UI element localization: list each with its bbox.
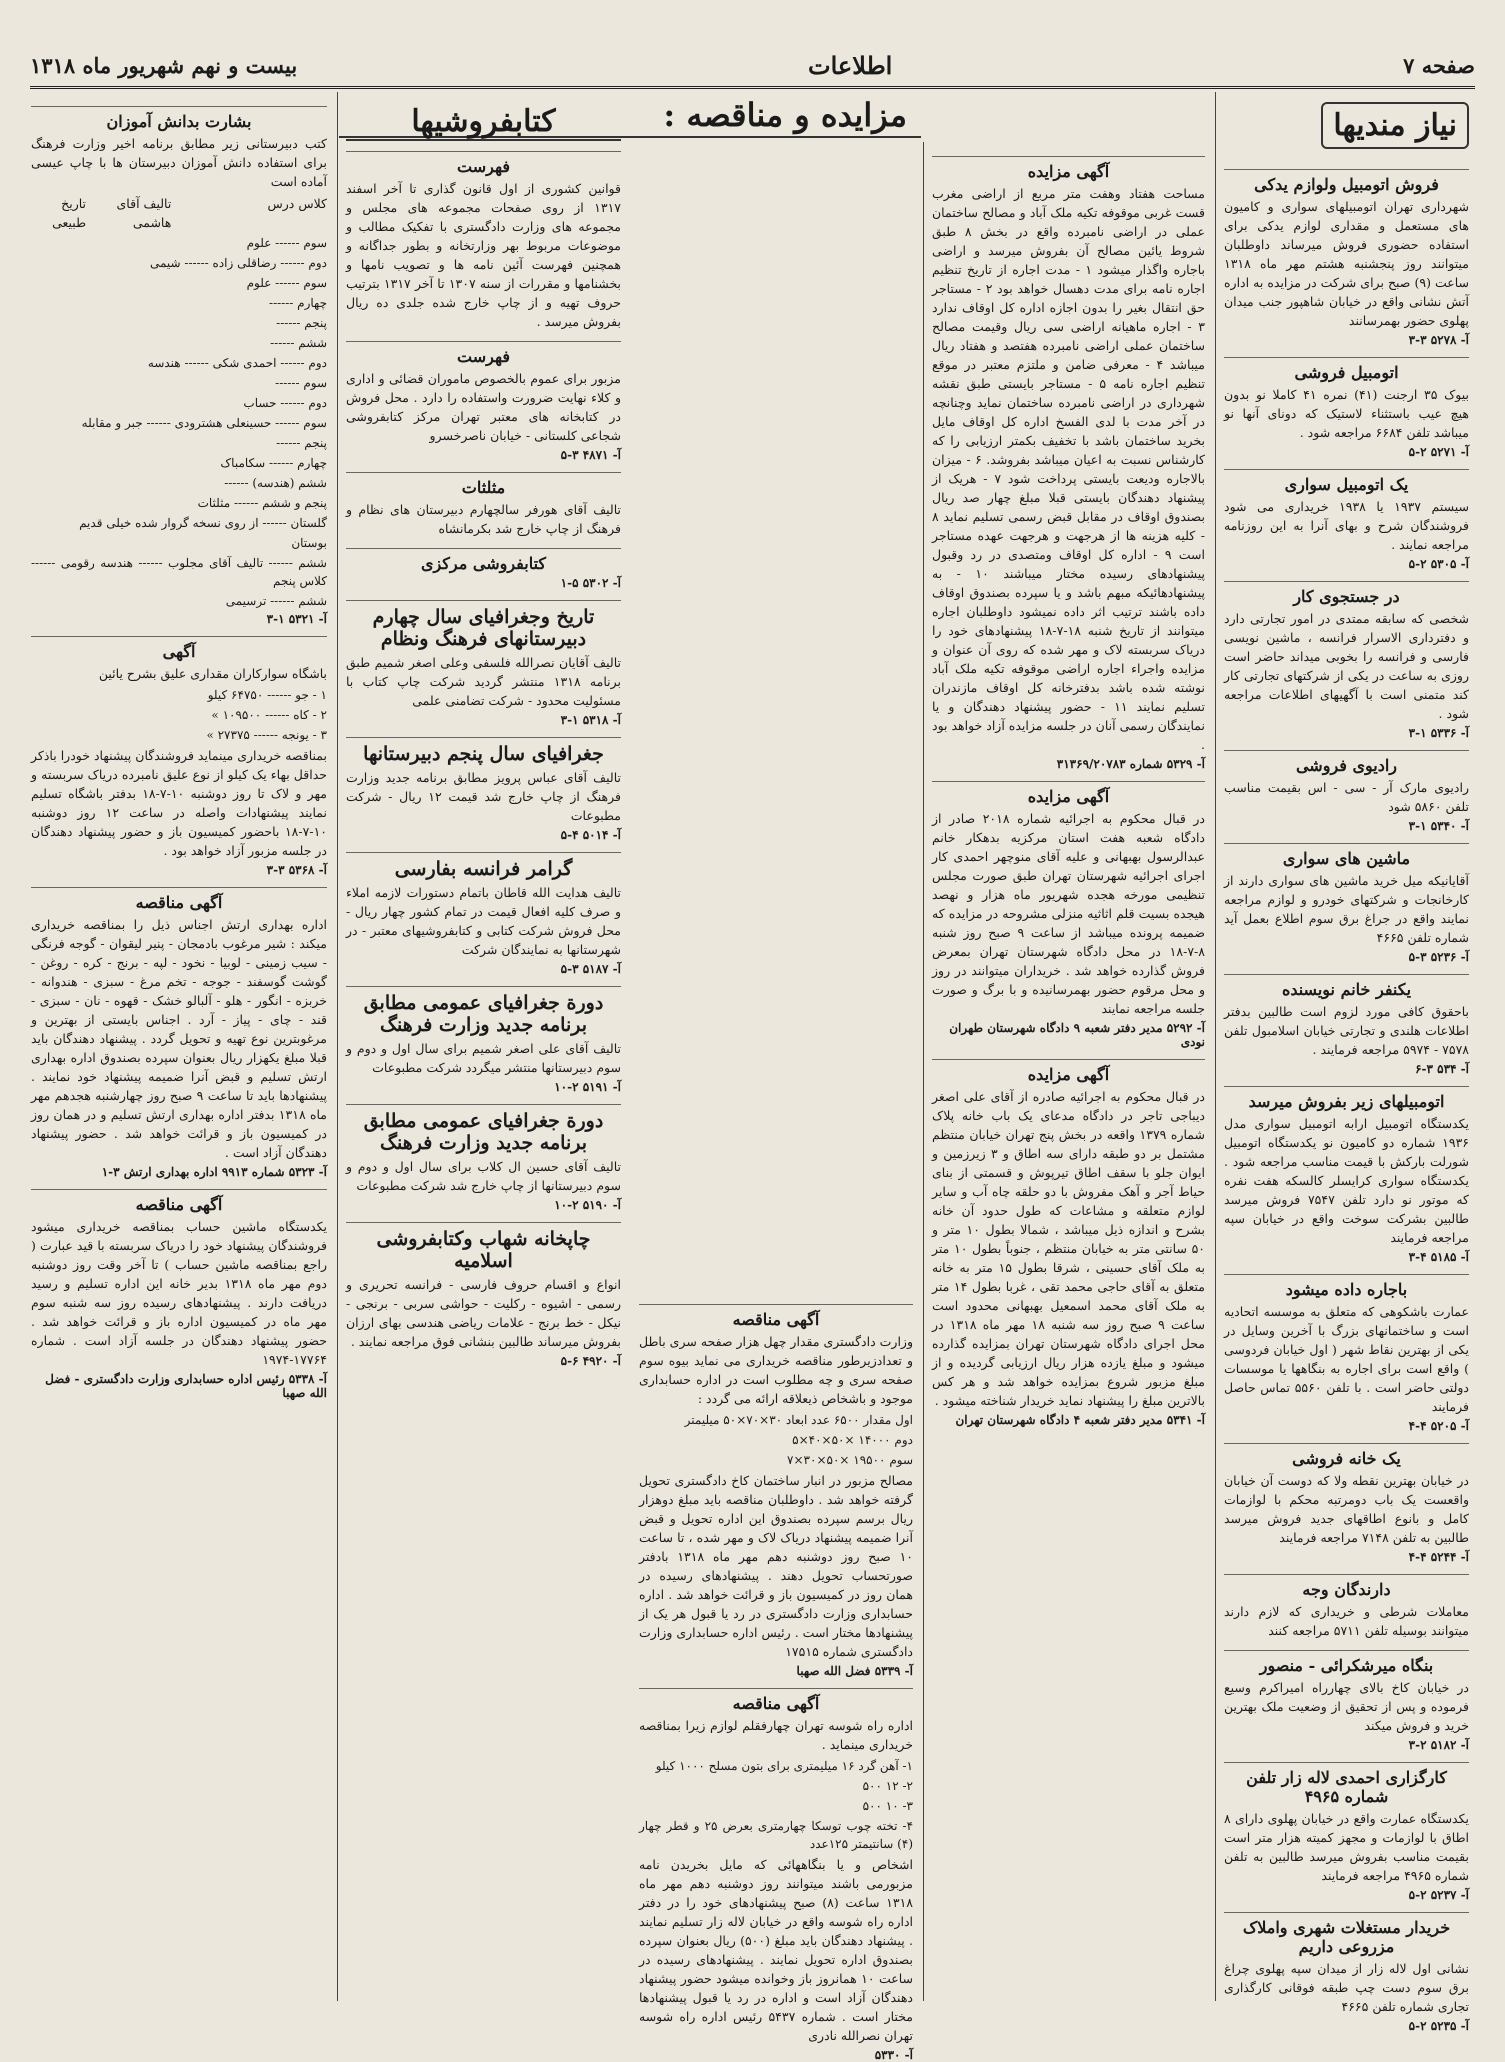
ad-body-continued: بمناقصه خریداری مینماید فروشندگان پیشنهاد خودرا باذکر حداقل بهاء یک کیلو از نوع علیق نامبرده دریاک سربسته و مهر و لاک تا روز دوشنبه ۱۰-۷-۱۸ بدفتر باشگاه تسلیم نمایند پیشنهادات واصله در ساعت ۱۲ روز دوشنبه ۱۰-۷-۱۸ باحضور کمیسیون باز و حضور پیشنهاد دهندگان در جلسه مزبور آزاد خواهد بود . xyxy=(31,748,327,858)
list-item: پنجم و ششم ------ مثلثات xyxy=(197,496,327,510)
ad-body: رادیوی مارک آر - سی - اس بقیمت مناسب تلفن ۵۸۶۰ شود xyxy=(1224,780,1469,814)
ad-heading: بنگاه میرشکرائی - منصور xyxy=(1224,1650,1469,1675)
table-header-cell: تاریخ طبیعی xyxy=(52,196,87,230)
ad-heading: آگهی مزایده xyxy=(932,1059,1205,1084)
ad-heading: دارندگان وجه xyxy=(1224,1574,1469,1599)
ad-body: آقایانیکه میل خرید ماشین های سواری دارند از کارخانجات و شرکتهای خودرو و لوازم مراجعه نمایند واقع در جراغ برق سوم اطلاع بعمل آید شماره تلفن ۴۶۶۵ xyxy=(1224,873,1469,945)
table-header-cell: تالیف آقای هاشمی xyxy=(116,196,172,230)
ad-body: بیوک ۳۵ ارجنت (۴۱) نمره ۴۱ کاملا نو بدون هیچ عیب باستثناء لاستیک که دونای آنها نو میباشد تلفن ۶۶۸۴ مراجعه شود . xyxy=(1224,387,1470,440)
table-header-cell: کلاس درس xyxy=(267,196,327,211)
ad-code: آ- ۵۲۳۶ ۳-۵ xyxy=(1408,950,1469,964)
list-item: ۴- تخته چوب توسکا چهارمتری بعرض ۲۵ و قطر چهار (۴) سانتیمتر ۱۲۵عدد xyxy=(639,1819,914,1851)
ad-heading: رادیوی فروشی xyxy=(1224,750,1469,775)
list-item: ششم ------ ترسیمی xyxy=(225,594,327,608)
ad-code: آ- ۵۲۳۵ ۲-۵ xyxy=(1408,2019,1469,2033)
ad-body-continued: مصالح مزبور در انبار ساختمان کاخ دادگستری تحویل گرفته خواهد شد . داوطلبان مناقصه باید مبلغ دوهزار ریال برسم سپرده بصندوق این اداره تحویل و قبض آنرا ضمیمه پیشنهاد دریاک لاک و مهر شده ، تا ساعت ۱۰ صبح روز دوشنبه دهم مهر ماه ۱۳۱۸ بادفتر صورتحساب تحویل دهند . پیشنهادهای رسیده در همان روز در کمیسیون باز و قرائت خواهد شد . اداره حسابداری وزارت دادگستری در رد یا قبول هر یک از پیشنهادها مختار است . رئیس اداره حسابداری وزارت دادگستری شماره ۱۷۵۱۵ xyxy=(639,1473,913,1659)
bookshops-column xyxy=(337,92,629,2001)
ad-code: آ- ۵۰۱۴ ۴-۵ xyxy=(560,828,621,842)
list-item: چهارم ------ xyxy=(269,296,327,310)
ad-body: تالیف آقای علی اصغر شمیم برای سال اول و دوم و سوم دبیرستانها منتشر میگردد شرکت مطبوعات xyxy=(346,1041,621,1075)
ad-code: آ- ۵۱۸۷ ۳-۵ xyxy=(560,962,621,976)
list-item: ششم ------ تالیف آقای مجلوب ------ هندسه رقومی ------ کلاس پنجم xyxy=(31,556,327,588)
list-item: ۳ - یونجه ------ ۲۷۳۷۵ » xyxy=(206,728,327,742)
list-item: ۱- آهن گرد ۱۶ میلیمتری برای بتون مسلح ۱۰۰۰ کیلو xyxy=(655,1759,913,1773)
list-item: ۱ - جو ------ ۶۴۷۵۰ کیلو xyxy=(207,688,327,702)
ad-heading: آگهی مناقصه xyxy=(639,1304,913,1329)
auctions-list xyxy=(932,156,1205,1427)
tenders-column xyxy=(631,1290,921,2062)
bookshops-title: کتابفروشیها xyxy=(346,104,621,141)
ad-heading: دورة جغرافیای عمومی مطابق برنامه جدید وزارت فرهنگ xyxy=(346,986,621,1036)
ad-body: کتب دبیرستانی زیر مطابق برنامه اخیر وزارت فرهنگ برای استفاده دانش آموزان دبیرستان ها با چاپ عیسی آماده است xyxy=(31,136,327,189)
ad-body: در قبال محکوم به اجرائیه صادره از آقای علی اصغر دیباجی تاجر در دادگاه مدعای یک باب خانه پلاک شماره ۱۳۷۹ واقعه در بخش پنج تهران خیابان منتظم مشتمل بر دو طبقه دارای سه اطاق و ۳ زیرزمین و ایوان جلو با سقف اطاق تیرپوش و قسمتی از بنای حیاط آجر و آهک مفروش با دو حلقه چاه آب و سایر لوازم متعلقه و مشاعات که طول حدود آن خانه بشرح و اندازه ذیل میباشد ، شمالا بطول ۱۰ متر و ۵۰ سانتی متر به خیابان منتظم ، جنوباً بطول ۱۰ متر به ملک آقای حسینی ، شرقا بطول ۱۵ متر به خانه متعلق به آقای حاجی محمد تقی ، غربا بطول ۱۴ متر به ملک آقای محمد اسمعیل بهبهانی محدود است ساعت ۹ صبح روز سه شنبه ۱۸ مهر ماه ۱۳۱۸ در محل اجرای دادگاه شهرستان تهران بمزایده گذارده میشود و مبلغ یازده هزار ریال ارزیابی گردیده و از مبلغ مزبور شروع بمزایده خواهد شد و هر کس بالاترین مبلغ را پیشنهاد نماید خریدار شناخته میشود . xyxy=(932,1089,1206,1408)
ad-body: وزارت دادگستری مقدار چهل هزار صفحه سری باطل و تعدادزیرطور مناقصه خریداری می نماید بیوه سوم صفحه سری و چه مطلوب است در اداره حسابداری موجود و باشخاص ذیعلاقه ارائه می گردد : xyxy=(639,1334,913,1406)
books-list xyxy=(346,600,621,1368)
ad-body: شخصی که سابقه ممتدی در امور تجارتی دارد و دفترداری الاسرار فرانسه ، ماشین نویسی فارسی و فرانسه را بخوبی میداند حاضر است روزی به ساعت در یکی از شرکتهای تجارتی کار کند متمنی است با آگهیهای اطلاعات مراجعه شود . xyxy=(1224,611,1469,721)
issue-date: بیست و نهم شهریور ماه ۱۳۱۸ xyxy=(30,52,298,78)
ad-code: آ- ۵۲۹۲ مدیر دفتر شعبه ۹ دادگاه شهرستان طهران نودی xyxy=(949,1021,1205,1049)
ad-body: تالیف آقای حسین ال کلاب برای سال اول و دوم و سوم دبیرستانها از چاپ خارج شد شرکت مطبوعات xyxy=(346,1159,621,1193)
ad-body: در خیابان بهترین نقطه ولا که دوست آن خیابان واقعست یک باب دومرتبه محکم با لوازمات کامل و بانوع اطاقهای جدید فروش میرسد طالبین به تلفن ۷۱۴۸ مراجعه فرمایند xyxy=(1224,1473,1469,1545)
ad-code: آ- ۵۳۳۶ ۱-۳ xyxy=(1408,726,1469,740)
ad-code: آ- ۴۸۷۱ ۳-۵ xyxy=(560,448,621,462)
list-item: دوم ------ حساب xyxy=(243,396,327,410)
ad-body: تالیف هدایت الله قاطان باتمام دستورات لازمه املاء و صرف کلیه افعال قیمت در تمام کشور چهار ریال - محل فروش شرکت کتابی و کتابفروشیهای معتبر - در شهرستانها به نمایندگان شرکت xyxy=(346,885,621,957)
ad-heading: آگهی مزایده xyxy=(932,781,1205,806)
masthead xyxy=(30,44,1475,89)
ad-body: باشگاه سوارکاران مقداری علیق بشرح یائین xyxy=(98,666,327,681)
ad-heading: کارگزاری احمدی لاله زار تلفن شماره ۴۹۶۵ xyxy=(1224,1762,1469,1806)
table-header xyxy=(31,194,327,232)
ad-code: آ- ۵۳۲۳ شماره ۹۹۱۳ اداره بهداری ارتش ۳-۱ xyxy=(101,1165,327,1179)
list-item: سوم ------ xyxy=(275,376,327,390)
bookshops-list xyxy=(346,151,621,590)
ad-code: آ- ۵۳۲۹ شماره ۳۱۳۶۹/۲۰۷۸۳ xyxy=(1056,757,1205,771)
ad-code: آ- ۵۳۲۱ ۱-۳ xyxy=(266,612,327,626)
education-ads-column xyxy=(23,92,335,2001)
list-item: دوم ------ احمدی شکی ------ هندسه xyxy=(147,356,327,370)
ad-heading: در جستجوی کار xyxy=(1224,581,1469,606)
ad-heading: آگهی مناقصه xyxy=(639,1688,913,1713)
ad-body: عمارت باشکوهی که متعلق به موسسه اتحادیه است و ساختمانهای بزرگ با آخرین وسایل در یکی از بهترین نقاط شهر ( اول خیابان فردوسی ) واقع است برای اجاره به بنگاهها یا موسسات دولتی حاضر است . با تلفن ۵۵۶۰ تماس حاصل فرمایند xyxy=(1224,1304,1469,1414)
list-item: پنجم ------ xyxy=(276,436,327,450)
ad-heading: مثلثات xyxy=(346,472,621,497)
ad-body: تالیف آقای هورفر سالچهارم دبیرستان های نظام و فرهنگ از چاپ خارج شد بکرمانشاه xyxy=(346,502,621,536)
ad-code: آ- ۵۳۳۸ رئیس اداره حسابداری وزارت دادگستری - فضل الله صهبا xyxy=(45,1372,327,1400)
ad-body: یکدستگاه عمارت واقع در خیابان پهلوی دارای ۸ اطاق با لوازمات و مجهز کمیته هزار متر است بقیمت مناسب بفروش میرسد طالبین به تلفن شماره ۴۹۶۵ مراجعه فرمایند xyxy=(1224,1811,1469,1883)
ad-heading: ماشین های سواری xyxy=(1224,843,1469,868)
ad-code: آ- ۵۱۹۰ ۲-۱۰ xyxy=(554,1198,621,1212)
newspaper-name: اطلاعات xyxy=(808,50,893,80)
auctions-section-title: مزایده و مناقصه : xyxy=(339,92,921,138)
list-item: ششم (هندسه) ------ xyxy=(224,476,327,490)
ad-body: اداره بهداری ارتش اجناس ذیل را بمناقصه خریداری میکند : شیر مرغوب بادمجان - پنیر لیقوان - گوجه فرنگی - سیب زمینی - لوبیا - نخود - لپه - برنج - کره - روغن - گوشت گوسفند - جوجه - تخم مرغ - سبزی - هندوانه - خربزه - انگور - هلو - آلبالو خشک - قهوه - نان - سبزی - قند - چای - پیاز - آرد . اجناس بایستی از بهترین و مرغوبترین نوع تهیه و تحویل گردد . پیشنهاد دهندگان باید قبلا مبلغ یکهزار ریال بعنوان سپرده بصندوق اداره بهداری ارتش تسلیم و قبض آنرا ضمیمه پیشنهاد خود نمایند . پیشنهادها باید تا ساعت ۹ صبح روز چهارشنبه هجدهم مهر ماه ۱۳۱۸ بدفتر اداره بهداری ارتش تسلیم و در همان روز در کمیسیون باز و قرائت خواهد شد . حضور پیشنهاد دهندگان آزاد است . xyxy=(31,917,327,1160)
ad-body: در خیابان کاخ بالای چهارراه امیراکرم وسیع فرموده و پس از تحقیق از وضعیت ملک بهترین خرید و فروش میکند xyxy=(1224,1680,1469,1733)
ad-body: قوانین کشوری از اول قانون گذاری تا آخر اسفند ۱۳۱۷ از روی صفحات مجموعه های مجلس و مجموعه های وزارت دادگستری با تفکیک مطالب و موضوعات مربوط بهر وزارتخانه و بطور جداگانه و همچنین فهرست آئین نامه ها و تصویب نامها و بخشنامها و مقررات از سنه ۱۳۰۷ تا آخر ۱۳۱۷ بترتیب حروف تهیه و از چاپ خارج شده جلدی ده ریال بفروش میرسد . xyxy=(346,181,621,329)
ad-code: آ- ۵۳۴۰ ۱-۳ xyxy=(1408,819,1469,833)
ad-body: مزبور برای عموم بالخصوص ماموران قضائی و اداری و کلاء نهایت ضرورت واستفاده را دارد . محل فروش در کتابخانه های معتبر تهران مرکز کتابفروشی شجاعی کلستانی - خیابان ناصرخسرو xyxy=(346,371,621,443)
ad-heading: فروش اتومبیل ولوازم یدکی xyxy=(1224,169,1469,194)
classifieds-title: نیاز مندیها xyxy=(1321,102,1469,149)
ad-heading: بشارت بدانش آموزان xyxy=(31,106,327,131)
ad-code: آ- ۵۳۱۸ ۱-۳ xyxy=(560,713,621,727)
list-item: ۲ - کاه ------ ۱۰۹۵۰۰ » xyxy=(211,708,327,722)
list-item: سوم ------ علوم xyxy=(246,276,327,290)
tenders-list xyxy=(639,1304,913,2062)
list-item: گلستان ------ از روی نسخه گروار شده خیلی قدیم xyxy=(79,516,327,530)
ad-code: آ- ۴۹۲۰ ۶-۵ xyxy=(560,1354,621,1368)
list-item: سوم ------ حسینعلی هشترودی ------ جبر و مقابله xyxy=(81,416,327,430)
ad-heading: گرامر فرانسه بفارسی xyxy=(346,852,621,880)
list-item: ۲- ۱۲ ۵۰۰ xyxy=(862,1779,913,1793)
list-item: دوم ۱۴۰۰۰ ×۵۰×۴۰×۵ xyxy=(792,1433,913,1447)
ad-body: انواع و اقسام حروف فارسی - فرانسه تحریری و رسمی - اشیوه - رکلیت - حواشی سربی - برنجی - نیکل - خط برنج - علامات ریاضی هندسی بهای ارزان بفروش میرساند طالبین بنشانی فوق مراجعه نمایند . xyxy=(346,1277,621,1349)
ad-body: باحقوق کافی مورد لزوم است طالبین بدفتر اطلاعات هلندی و تجارتی خیابان اسلامبول تلفن ۷۵۷۸ - ۵۹۷۴ مراجعه فرمایند . xyxy=(1224,1004,1469,1057)
ad-heading: اتومبیلهای زیر بفروش میرسد xyxy=(1224,1086,1469,1111)
list-item: سوم ۱۹۵۰۰ ×۵۰×۳۰×۷ xyxy=(787,1453,913,1467)
ad-code: آ- ۵۱۹۱ ۲-۱۰ xyxy=(554,1080,621,1094)
classifieds-column xyxy=(1215,92,1477,2033)
ad-body: شهرداری تهران اتومبیلهای سواری و کامیون های مستعمل و مقداری لوازم یدکی برای استفاده حضوری فروش میرساند داوطلبان میتوانند روز پنجشنبه هشتم مهر ماه ۱۳۱۸ ساعت (۹) صبح برای شرکت در مزایده به اداره آتش نشانی واقع در خیابان شاهپور جنب میدان پهلوی حضور بهمرسانند xyxy=(1224,199,1469,328)
ad-code: آ- ۵۳۳۰ xyxy=(874,2048,913,2062)
ad-heading: آگهی مزایده xyxy=(932,156,1205,181)
ad-heading: فهرست xyxy=(346,151,621,176)
ad-body: در قبال محکوم به اجرائیه شماره ۲۰۱۸ صادر از دادگاه شعبه هفت استان مرکزیه بدهکار خانم عبدالرسول بهبهانی و علیه آقای منوچهر احمدی کار اجرای اجرائیه شهرستان تهران طبق صورت مجلس تنظیمی مورخه هجده شهریور ماه هزار و نهصد هیجده بسیت قلم اثاثیه منزلی مشروحه در مزایده که ضمیمه پرونده میباشد از ساعت ۹ صبح روز شنبه ۸-۷-۱۸ در محل دادگاه شهرستان تهران بمعرض فروش گذارده خواهد شد . خریداران میتوانند در روز و محل مرقوم حضور بهمرسانیده و با برگ و صورت جلسه مراجعه نمایند xyxy=(932,811,1206,1016)
ad-heading: جغرافیای سال پنجم دبیرستانها xyxy=(346,737,621,765)
list-item: ۳- ۱۰ ۵۰۰ xyxy=(862,1799,913,1813)
ad-code: آ- ۵۲۰۵ ۴-۴ xyxy=(1408,1419,1469,1433)
ad-heading: آگهی مناقصه xyxy=(31,1189,327,1214)
ad-body: یکدستگاه اتومبیل ارابه اتومبیل سواری مدل ۱۹۳۶ شماره دو کامیون نو یکدستگاه اتومبیل شورلت بارکش با قیمت مناسب مراجعه شود . یکدستگاه سواری کرایسلر کالسکه هفت نفره که موتور نو دارد تلفن ۷۵۴۷ فروش میرسد طالبین بشرکت سوخت واقع در خیابان سپه مراجعه فرمایند xyxy=(1224,1116,1470,1245)
ad-heading: آگهی مناقصه xyxy=(31,887,327,912)
ad-body: تالیف آقایان نصرالله فلسفی وعلی اصغر شمیم طبق برنامه ۱۳۱۸ منتشر گردید شرکت چاپ کتاب با مسئولیت محدود - شرکت تضامنی علمی xyxy=(346,655,621,708)
ad-body: معاملات شرطی و خریداری که لازم دارند میتوانند بوسیله تلفن ۵۷۱۱ مراجعه کنند xyxy=(1224,1604,1469,1638)
ad-heading: یکنفر خانم نویسنده xyxy=(1224,974,1469,999)
page-number: صفحه ۷ xyxy=(1403,52,1475,78)
list-item: سوم ------ علوم xyxy=(246,236,327,250)
ad-heading: کتابفروشی مرکزی xyxy=(346,548,621,573)
ad-body: تالیف آقای عباس پرویز مطابق برنامه جدید وزارت فرهنگ از چاپ خارج شد قیمت ۱۲ ریال - شرکت مطبوعات xyxy=(346,770,621,823)
list-item: دوم ------ رضاقلی زاده ------ شیمی xyxy=(149,256,327,270)
ad-body: نشانی اول لاله زار از میدان سپه پهلوی چراغ برق سوم دست چپ طبقه فوقانی کارگذاری تجاری شماره تلفن ۴۶۶۵ xyxy=(1224,1961,1469,2014)
ad-code: آ- ۵۲۷۱ ۲-۵ xyxy=(1408,445,1469,459)
ad-code: آ- ۵۱۸۵ ۴-۳ xyxy=(1408,1250,1469,1264)
ad-heading: آگهی xyxy=(31,636,327,661)
list-item: پنجم ------ xyxy=(276,316,327,330)
ad-body: سیستم ۱۹۳۷ یا ۱۹۳۸ خریداری می شود فروشندگان شرح و بهای آنرا به این روزنامه مراجعه نمایند . xyxy=(1224,499,1469,552)
ad-code: آ- ۵۳۰۲ ۵-۱ xyxy=(560,576,621,590)
ad-body: یکدستگاه ماشین حساب بمناقصه خریداری میشود فروشندگان پیشنهاد خود را دریاک سربسته با قید عبارت ( راجع بمناقصه ماشین حساب ) تا آخر وقت روز دوشنبه دوم مهر ماه ۱۳۱۸ بدیر خانه این اداره تسلیم و رسید دریافت دارند . پیشنهادهای رسیده روز سه شنبه سوم مهر ماه در کمیسیون اداره باز و قرائت خواهد شد . حضور پیشنهاد دهندگان در جلسه آزاد است . شماره ۱۷۷۶۴-۱۹۷۴ xyxy=(31,1219,327,1367)
ad-heading: باجاره داده میشود xyxy=(1224,1274,1469,1299)
ad-body: اداره راه شوسه تهران چهارفقلم لوازم زیرا بمناقصه خریداری مینماید . xyxy=(639,1718,913,1752)
ad-heading: دورة جغرافیای عمومی مطابق برنامه جدید وزارت فرهنگ xyxy=(346,1104,621,1154)
ad-heading: یک خانه فروشی xyxy=(1224,1443,1469,1468)
ad-heading: اتومبیل فروشی xyxy=(1224,357,1469,382)
ad-code: آ- ۵۳۴۱ مدیر دفتر شعبه ۴ دادگاه شهرستان تهران xyxy=(955,1413,1205,1427)
auctions-column xyxy=(923,142,1213,2001)
ad-body: مساحت هفتاد وهفت متر مربع از اراضی مغرب قست غربی موقوفه تکیه ملک آباد و مصالح ساختمان عملی در اراضی نامبرده واقع در بخش ۸ طبق شروط یائین مصالح آن بفروش میرسد و اراضی باجاره واگذار میشود ۱ - مدت اجاره از تاریخ تنظیم اجاره نامه برای مدت دهسال خواهد بود ۲ - مستاجر حق انتقال بغیر را بدون اجازه اداره کل اوقاف ندارد ۳ - اجاره ماهیانه اراضی سی ریال وقیمت مصالح ساختمان عملی اراضی نامبرده هفتصد و هفتاد ریال میباشد ۴ - معرفی ضامن و ملتزم معتبر در موقع تنظیم اجاره نامه ۵ - مستاجر بایستی طبق نقشه شهرداری در اراضی نامبرده ساختمان نماید وچنانچه در آخر مدت با لدی الفسخ اداره کل اوقاف مایل بخرید ساختمان باشد با تخفیف بکمتر ارزیابی را که کارشناس نسبت به اعیان میباشد بفروشد. ۶ - میزان بالاجاره ودیعت بایستی پرداخت شود ۷ - هریک از پیشنهاد دهندگان بایستی قبلا مبلغ چهار صد ریال بصندوق اوقاف در مقابل قبض رسمی تسلیم نماید ۸ - کلیه هزینه ها از هرجهت و هرجهت عهده مستاجر است ۹ - اداره کل اوقاف ومتصدی در رد وقبول پیشنهادهای رسیده مختار میباشند ۱۰ - به پیشنهادهائیکه مبهم باشد و یا سپرده بصندوق اوقاف داده باشند ترتیب اثر داده نمیشود داوطلبان اجاره میتوانند از تاریخ شنبه ۱۸-۷-۱۸ پیشنهادهای خود را دریاک سربسته لاک و مهر شده که روی آن عنوان و مزایده واجراء اجاره اراضی موقوفه تکیه ملک آباد نوشته شده باشد بدفترخانه کل اوقاف مازندران تسلیم نمایند ۱۱ - حضور پیشنهاد دهندگان و یا نمایندگان رسمی آنان در جلسه مزایده آزاد خواهد بود . xyxy=(932,186,1206,752)
ad-code: آ- ۵۳۰۵ ۲-۵ xyxy=(1408,557,1469,571)
ad-body-continued: اشخاص و یا بنگاههائی که مایل بخریدن نامه مزبورمی باشند میتوانند روز دوشنبه دهم مهر ماه ۱۳۱۸ ساعت (۸) صبح پیشنهادهای خود را در دفتر اداره راه شوسه واقع در خیابان لاله زار تسلیم نمایند . پیشنهاد دهندگان باید مبلغ (۵۰۰) ریال بعنوان سپرده بصندوق اداره تحویل نمایند . پیشنهادهای رسیده در ساعت ۱۰ همانروز باز وخوانده میشود حضور پیشنهاد دهندگان آزاد است و اداره در رد یا قبول پیشنهادها مختار است . شماره ۵۴۳۷ رئیس اداره راه شوسه تهران نصرالله نادری xyxy=(639,1857,914,2043)
ad-heading: فهرست xyxy=(346,341,621,366)
list-item: ششم ------ xyxy=(270,336,327,350)
ad-code: آ- ۵۱۸۲ ۲-۳ xyxy=(1408,1738,1469,1752)
list-item: بوستان xyxy=(291,536,327,550)
ad-code: آ- ۵۲۷۸ ۳-۳ xyxy=(1408,333,1469,347)
ad-heading: یک اتومبیل سواری xyxy=(1224,469,1469,494)
ad-code: آ- ۵۲۴۴ ۴-۴ xyxy=(1408,1550,1469,1564)
list-item: چهارم ------ سکامباک xyxy=(220,456,327,470)
education-ads-list xyxy=(31,106,327,1400)
ad-heading: چاپخانه شهاب وکتابفروشی اسلامیه xyxy=(346,1222,621,1272)
ad-heading: تاریخ وجغرافیای سال چهارم دبیرستانهای فرهنگ ونظام xyxy=(346,600,621,650)
classifieds-list xyxy=(1224,169,1469,2033)
ad-code: آ- ۵۳۳۹ فضل الله صهبا xyxy=(796,1664,913,1678)
ad-heading: خریدار مستغلات شهری واملاک مزروعی داریم xyxy=(1224,1912,1469,1956)
ad-code: آ- ۵۳۴ ۳-۶ xyxy=(1415,1062,1469,1076)
ad-code: آ- ۵۲۳۷ ۲-۵ xyxy=(1408,1888,1469,1902)
list-item: اول مقدار ۶۵۰۰ عدد ابعاد ۳۰×۷۰×۵۰ میلیمتر xyxy=(684,1413,913,1427)
ad-code: آ- ۵۳۶۸ ۳-۳ xyxy=(266,863,327,877)
